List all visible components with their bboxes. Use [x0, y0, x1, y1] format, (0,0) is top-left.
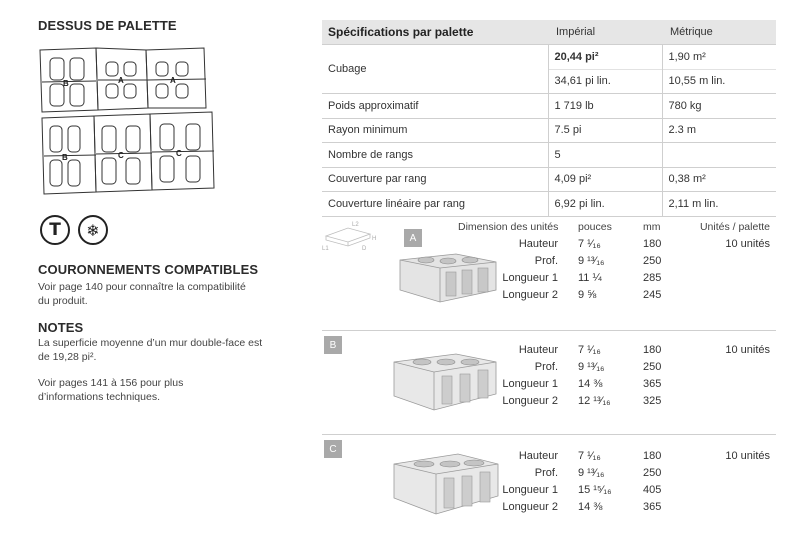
dimension-inches: 7 ¹⁄₁₆ — [578, 450, 601, 462]
dimension-label: Prof. — [534, 467, 558, 479]
dimension-label: Longueur 1 — [502, 378, 558, 390]
dimension-label: Longueur 2 — [502, 289, 558, 301]
spec-imperial: 4,09 pi² — [548, 167, 662, 192]
dimension-label: Prof. — [534, 255, 558, 267]
spec-imperial: 5 — [548, 143, 662, 168]
pallet-title: DESSUS DE PALETTE — [38, 18, 177, 33]
dimension-label: Hauteur — [518, 344, 558, 356]
dimension-mm: 180 — [643, 238, 662, 250]
spec-metric: 0,38 m² — [662, 167, 776, 192]
dim-header-units: Unités / palette — [699, 221, 770, 233]
spec-label: Rayon minimum — [328, 124, 408, 137]
dimension-label: Hauteur — [518, 238, 558, 250]
spec-label: Cubage — [328, 63, 367, 75]
units-per-pallet: 10 unités — [725, 238, 770, 250]
spec-row — [322, 118, 776, 143]
spec-imperial: 7.5 pi — [548, 118, 662, 143]
dimension-inches: 14 ⅜ — [578, 378, 603, 390]
pallet-top-diagram — [36, 44, 228, 196]
unit-tag-b: B — [324, 336, 342, 354]
spec-label: Poids approximatif — [328, 99, 419, 112]
dimension-label: Hauteur — [518, 450, 558, 462]
letter-t-icon: T — [40, 215, 70, 245]
spec-row — [322, 45, 776, 70]
spec-header-metric: Métrique — [662, 20, 776, 45]
dimension-inches: 14 ⅜ — [578, 501, 603, 513]
dimension-inches: 9 ¹³⁄₁₆ — [578, 255, 605, 267]
dim-header-dimension: Dimension des unités — [458, 221, 559, 233]
dimension-mm: 365 — [643, 378, 662, 390]
units-per-pallet: 10 unités — [725, 450, 770, 462]
spec-imperial: 20,44 pi² — [548, 45, 662, 70]
spec-row — [322, 94, 776, 119]
notes-text-2: de 19,28 pi². — [38, 351, 97, 363]
pallet-label-a2: A — [170, 76, 176, 85]
dimension-mm: 285 — [643, 272, 662, 284]
dimension-inches: 9 ¹³⁄₁₆ — [578, 361, 605, 373]
dimension-mm: 180 — [643, 450, 662, 462]
notes-title: NOTES — [38, 320, 84, 335]
dimension-mm: 405 — [643, 484, 662, 496]
spec-header-label: Spécifications par palette — [322, 20, 548, 45]
spec-label: Couverture par rang — [328, 173, 427, 186]
spec-label: Couverture linéaire par rang — [328, 197, 465, 210]
dimension-label: Prof. — [534, 361, 558, 373]
spec-row — [322, 143, 776, 168]
pallet-label-c2: C — [176, 149, 182, 158]
couronnements-text-2: du produit. — [38, 295, 88, 307]
notes-text-4: d’informations techniques. — [38, 391, 160, 403]
dimension-inches: 7 ¹⁄₁₆ — [578, 238, 601, 250]
dimension-inches: 7 ¹⁄₁₆ — [578, 344, 601, 356]
dimension-inches: 15 ¹⁵⁄₁₆ — [578, 484, 612, 496]
dimension-mm: 245 — [643, 289, 662, 301]
spec-label: Nombre de rangs — [328, 148, 413, 161]
dim-header-pouces: pouces — [578, 221, 612, 233]
spec-metric: 1,90 m² — [662, 45, 776, 70]
section-divider — [322, 434, 776, 435]
spec-metric: 780 kg — [662, 94, 776, 119]
spec-row — [322, 167, 776, 192]
spec-metric — [662, 143, 776, 168]
spec-metric: 10,55 m lin. — [662, 69, 776, 94]
section-divider — [322, 330, 776, 331]
dim-header-mm: mm — [643, 221, 661, 233]
dimension-inches: 9 ¹³⁄₁₆ — [578, 467, 605, 479]
units-per-pallet: 10 unités — [725, 344, 770, 356]
dimension-inches: 12 ¹³⁄₁₆ — [578, 395, 611, 407]
spec-imperial: 1 719 lb — [548, 94, 662, 119]
spec-header-row — [322, 20, 776, 45]
snowflake-icon: ❄ — [78, 215, 108, 245]
dimension-inches: 9 ⅝ — [578, 289, 597, 301]
dimension-mm: 180 — [643, 344, 662, 356]
spec-header-imperial: Impérial — [548, 20, 662, 45]
unit-dimension-diagram — [322, 218, 382, 254]
dimension-inches: 11 ¼ — [578, 272, 602, 284]
dimension-mm: 250 — [643, 255, 662, 267]
dimension-mm: 365 — [643, 501, 662, 513]
dimension-label: Longueur 2 — [502, 501, 558, 513]
dimension-mm: 250 — [643, 467, 662, 479]
spec-table — [322, 20, 776, 217]
spec-imperial: 34,61 pi lin. — [548, 69, 662, 94]
pallet-label-a1: A — [118, 76, 124, 85]
dimension-mm: 325 — [643, 395, 662, 407]
dimension-label: Longueur 2 — [502, 395, 558, 407]
spec-imperial: 6,92 pi lin. — [548, 192, 662, 217]
spec-metric: 2,11 m lin. — [662, 192, 776, 217]
notes-text-1: La superficie moyenne d’un mur double-face est — [38, 337, 263, 349]
couronnements-text-1: Voir page 140 pour connaître la compatibilité — [38, 281, 246, 293]
dimension-label: Longueur 1 — [502, 272, 558, 284]
spec-row — [322, 192, 776, 217]
diagram-label-h: H — [372, 236, 377, 242]
diagram-label-d: D — [362, 246, 367, 252]
diagram-label-l2: L2 — [352, 222, 359, 228]
pallet-label-c1: C — [118, 151, 124, 160]
unit-tag-a: A — [404, 229, 422, 247]
dimension-mm: 250 — [643, 361, 662, 373]
pallet-label-b1: B — [63, 79, 69, 88]
couronnements-title: COURONNEMENTS COMPATIBLES — [38, 262, 259, 277]
notes-text-3: Voir pages 141 à 156 pour plus — [38, 377, 184, 389]
pallet-label-b2: B — [62, 153, 68, 162]
dimension-label: Longueur 1 — [502, 484, 558, 496]
unit-tag-c: C — [324, 440, 342, 458]
spec-metric: 2.3 m — [662, 118, 776, 143]
diagram-label-l1: L1 — [322, 246, 329, 252]
